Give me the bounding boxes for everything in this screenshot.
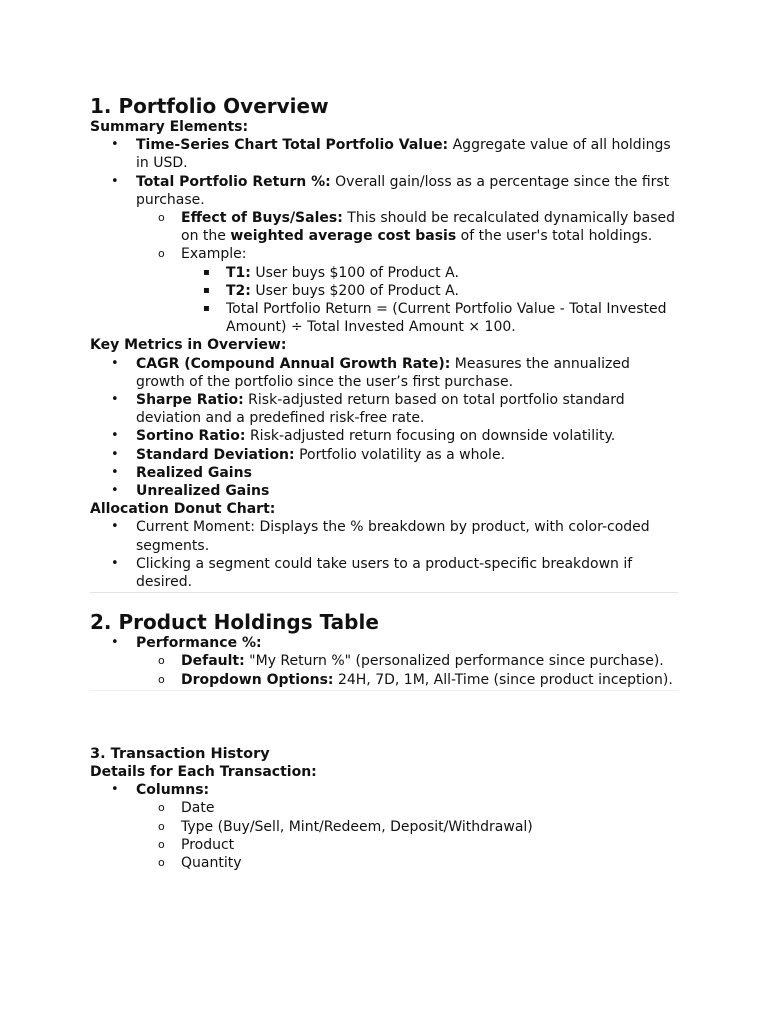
- circle-bullet-icon: o: [158, 855, 165, 869]
- item-label: T2:: [226, 282, 251, 299]
- bullet-icon: •: [111, 355, 119, 371]
- section-1-title: 1. Portfolio Overview: [90, 94, 329, 118]
- item-label: Unrealized Gains: [136, 483, 270, 500]
- item-label: Total Portfolio Return %:: [136, 173, 331, 190]
- list-item: [181, 264, 678, 282]
- circle-bullet-icon: o: [158, 672, 165, 686]
- summary-elements-label: Summary Elements:: [90, 119, 249, 135]
- item-label: Performance %:: [136, 635, 262, 652]
- item-text: Product: [181, 836, 235, 853]
- list-item: [136, 671, 678, 689]
- columns-sublist: [136, 799, 678, 872]
- item-text: 24H, 7D, 1M, All-Time (since product inception).: [333, 671, 673, 688]
- metrics-list: [90, 355, 678, 501]
- list-item: [136, 818, 678, 836]
- bullet-icon: •: [111, 782, 119, 798]
- example-label: Example:: [181, 246, 247, 263]
- item-label: CAGR (Compound Annual Growth Rate):: [136, 355, 451, 372]
- list-item: [90, 173, 678, 337]
- donut-list: [90, 518, 678, 591]
- square-bullet-icon: ▪: [203, 303, 210, 315]
- summary-list: [90, 136, 678, 336]
- item-text: Total Portfolio Return = (Current Portfolio Value - Total Invested Amount) ÷ Total Invested Amount × 100.: [226, 301, 667, 336]
- item-label: Standard Deviation:: [136, 446, 295, 463]
- item-text: of the user's total holdings.: [456, 228, 653, 245]
- item-text: Overall gain/loss as a percentage since the first purchase.: [136, 173, 670, 208]
- item-text: Aggregate value of all holdings in USD.: [136, 137, 671, 172]
- item-label: Effect of Buys/Sales:: [181, 210, 343, 227]
- list-item: [90, 446, 678, 464]
- circle-bullet-icon: o: [158, 247, 165, 261]
- list-item: [90, 391, 678, 427]
- bullet-icon: •: [111, 173, 119, 189]
- bullet-icon: •: [111, 137, 119, 153]
- section-divider: [90, 592, 678, 593]
- square-bullet-icon: ▪: [203, 284, 210, 296]
- bullet-icon: •: [111, 483, 119, 499]
- bullet-icon: •: [111, 446, 119, 462]
- section-3-title: 3. Transaction History: [90, 745, 270, 762]
- list-item: [136, 836, 678, 854]
- list-item: [136, 652, 678, 670]
- list-item: [90, 464, 678, 482]
- transaction-list: [90, 781, 678, 872]
- item-text: Date: [181, 800, 215, 817]
- item-text: User buys $100 of Product A.: [250, 264, 459, 281]
- circle-bullet-icon: o: [158, 801, 165, 815]
- item-label: T1:: [226, 264, 251, 281]
- bullet-icon: •: [111, 464, 119, 480]
- bullet-icon: •: [111, 428, 119, 444]
- bullet-icon: •: [111, 392, 119, 408]
- list-item: [136, 799, 678, 817]
- item-label: Sortino Ratio:: [136, 428, 246, 445]
- document-page: [90, 94, 678, 872]
- bullet-icon: •: [111, 519, 119, 535]
- item-label: Dropdown Options:: [181, 671, 334, 688]
- item-text: Risk-adjusted return focusing on downside volatility.: [245, 428, 616, 445]
- circle-bullet-icon: o: [158, 654, 165, 668]
- bullet-icon: •: [111, 635, 119, 651]
- item-label: Time-Series Chart Total Portfolio Value:: [136, 137, 449, 154]
- example-sublist: [181, 264, 678, 337]
- square-bullet-icon: ▪: [203, 266, 210, 278]
- item-text: Risk-adjusted return based on total portfolio standard deviation and a predefined risk-free rate.: [136, 392, 625, 427]
- list-item: [90, 136, 678, 172]
- item-label: Sharpe Ratio:: [136, 392, 244, 409]
- list-item: [90, 482, 678, 500]
- item-text: Clicking a segment could take users to a product-specific breakdown if desired.: [136, 555, 633, 591]
- list-item: [181, 300, 678, 336]
- item-label: Columns:: [136, 782, 210, 799]
- item-text: Quantity: [181, 854, 242, 871]
- section-divider: [90, 690, 678, 691]
- key-metrics-label: Key Metrics in Overview:: [90, 337, 287, 354]
- list-item: [90, 781, 678, 872]
- item-text: Type (Buy/Sell, Mint/Redeem, Deposit/Withdrawal): [181, 818, 533, 835]
- list-item: [90, 427, 678, 445]
- transaction-details-label: Details for Each Transaction:: [90, 763, 317, 780]
- item-text: Measures the annualized growth of the portfolio since the user’s first purchase.: [136, 355, 630, 390]
- circle-bullet-icon: o: [158, 211, 165, 225]
- bullet-icon: •: [111, 555, 119, 571]
- list-item: [136, 209, 678, 245]
- holdings-list: [90, 634, 678, 689]
- item-text: Current Moment: Displays the % breakdown by product, with color-coded segments.: [136, 519, 650, 554]
- item-text: This should be recalculated dynamically based on the: [181, 210, 676, 245]
- item-text: User buys $200 of Product A.: [250, 282, 459, 299]
- return-sublist: [136, 209, 678, 336]
- performance-sublist: [136, 652, 678, 688]
- list-item: [90, 555, 678, 591]
- circle-bullet-icon: o: [158, 837, 165, 851]
- section-2-title: 2. Product Holdings Table: [90, 610, 379, 635]
- item-label: Realized Gains: [136, 464, 252, 481]
- list-item: [90, 634, 678, 689]
- circle-bullet-icon: o: [158, 819, 165, 833]
- list-item: [90, 355, 678, 391]
- item-emphasis: weighted average cost basis: [230, 228, 457, 245]
- list-item: [90, 518, 678, 554]
- list-item: [181, 282, 678, 300]
- list-item: [136, 854, 678, 872]
- item-text: "My Return %" (personalized performance since purchase).: [244, 653, 664, 670]
- list-item: [136, 245, 678, 336]
- donut-chart-label: Allocation Donut Chart:: [90, 501, 276, 518]
- item-text: Portfolio volatility as a whole.: [294, 446, 506, 463]
- item-label: Default:: [181, 653, 245, 670]
